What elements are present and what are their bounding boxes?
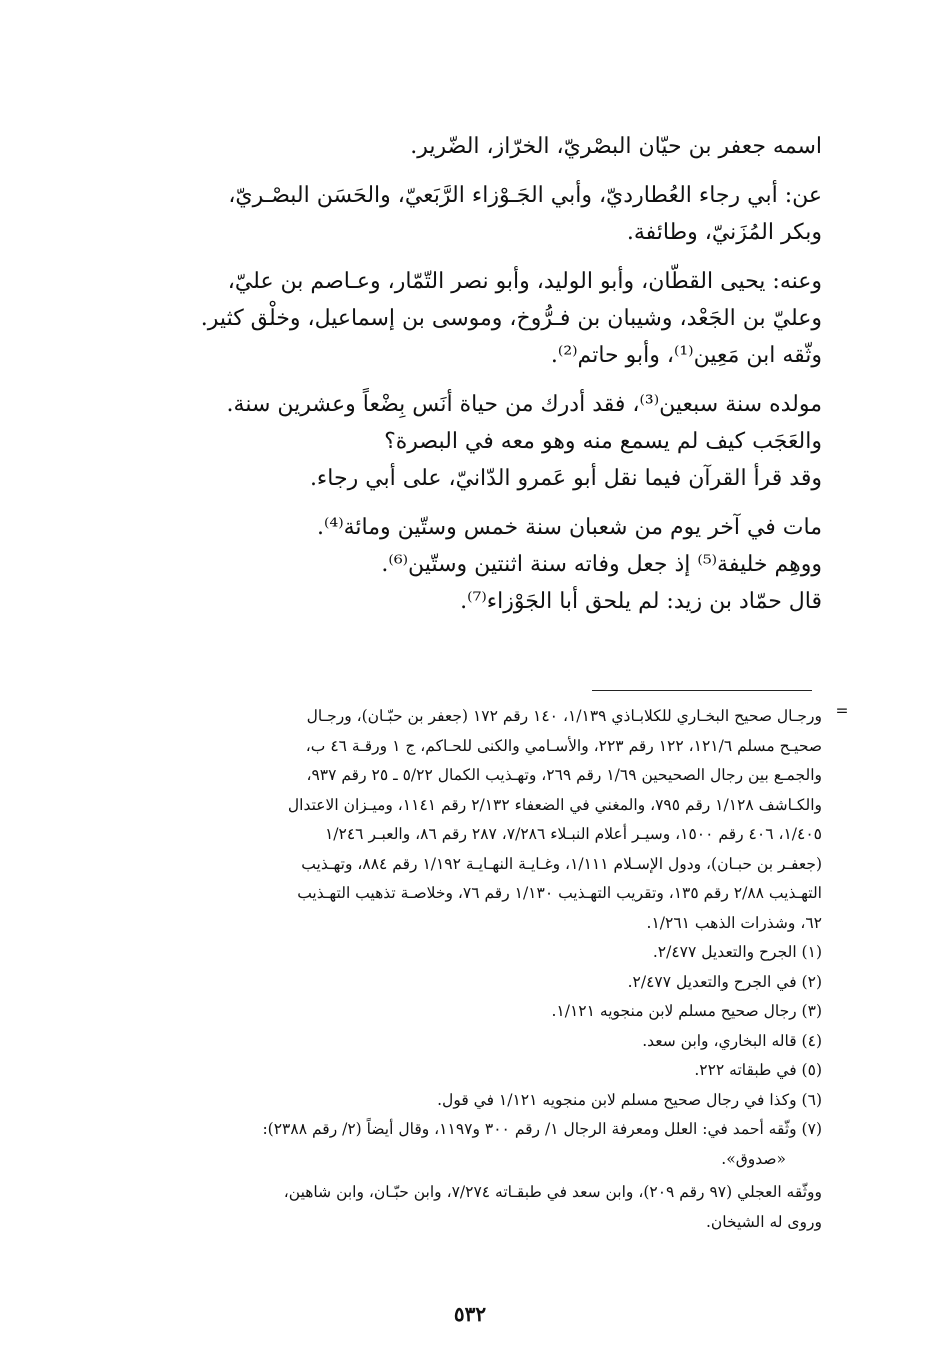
text-line: وقد قرأ القرآن فيما نقل أبو عَمرو الدّانيّ، على أبي رجاء. (309, 466, 822, 491)
footnote-separator (592, 690, 812, 691)
footnote-item: (٤) قاله البخاري، وابن سعد. (642, 1031, 822, 1050)
footnote-item: (٣) رجال صحيح مسلم لابن منجويه ١/١٢١. (551, 1002, 822, 1020)
footnote-item: (١) الجرح والتعديل ٢/٤٧٧. (652, 943, 822, 961)
continuation-mark: = (835, 702, 849, 720)
footnote-line: وروى له الشيخان. (705, 1212, 822, 1231)
text-line: قال حمّاد بن زيد: لم يلحق أبا الجَوْزاء⁽⁷⁾. (460, 589, 822, 614)
footnote-item: (٥) في طبقاته ٢٢٢. (694, 1061, 822, 1079)
footnote-line: ٦٢، وشذرات الذهب ١/٢٦١. (646, 913, 822, 932)
footnote-line: والكـاشف ١/١٢٨ رقم ٧٩٥، والمغني في الضعفاء ٢/١٣٢ رقم ١١٤١، وميـزان الاعتدال (287, 795, 822, 814)
footnote-item-continuation: «صدوق». (721, 1149, 786, 1168)
page-number: ٥٣٢ (453, 1302, 487, 1326)
text-line: وعنه: يحيى القطّان، وأبو الوليد، وأبو نصر التّمّار، وعـاصم بن عليّ، (227, 269, 822, 294)
main-text (112, 128, 822, 620)
footnote-line: ووثّقه العجلي (٩٧ رقم ٢٠٩)، وابن سعد في طبقـاته ٧/٢٧٤، وابن حبّـان، وابن شاهين، (283, 1183, 822, 1201)
text-line: مات في آخر يوم من شعبان سنة خمس وستّين ومائة⁽⁴⁾. (316, 515, 822, 540)
text-line: ووهِم خليفة⁽⁵⁾ إذ جعل وفاته سنة اثنتين وستّين⁽⁶⁾. (381, 552, 822, 577)
footnote-item: (٧) وثّقه أحمد في: العلل ومعرفة الرجال ١/ رقم ٣٠٠ و١١٩٧، وقال أيضاً (٢/ رقم ٢٣٨٨): (262, 1120, 822, 1138)
footnote-line: (جعفـر بن حبـان)، ودول الإسـلام ١/١١١، وغـايـة النهـايـة ١/١٩٢ رقم ٨٨٤، وتهـذيب (301, 854, 822, 873)
footnotes (112, 702, 849, 1237)
footnote-line: ١/٤٠٥، ٤٠٦ رقم ١٥٠٠، وسيـر أعلام النبـلاء ٧/٢٨٦، ٢٨٧ رقم ٨٦، والعبـر ١/٢٤٦ (324, 825, 822, 843)
text-line: اسمه جعفر بن حيّان البصْريّ، الخرّاز، الضّرير. (410, 134, 822, 159)
footnote-line: التهـذيب ٢/٨٨ رقم ١٣٥، وتقريب التهـذيب ١/١٣٠ رقم ٧٦، وخلاصـة تذهيب التهـذيب (297, 884, 822, 902)
text-line: مولده سنة سبعين⁽³⁾، فقد أدرك من حياة أنَس بِضْعاً وعشرين سنة. (226, 392, 822, 417)
text-line: وثّقه ابن مَعِين⁽¹⁾، وأبو حاتم⁽²⁾. (550, 343, 822, 368)
text-line: وبكر المُزَنيّ، وطائفة. (626, 220, 822, 245)
text-line: وعليّ بن الجَعْد، وشيبان بن فـرُّوخ، وموسى بن إسماعيل، وخلْق كثير. (200, 306, 822, 331)
footnote-continuation (112, 702, 849, 938)
footnote-line: والجمـع بين رجال الصحيحين ١/٦٩ رقم ٢٦٩، وتهـذيب الكمال ٥/٢٢ ـ ٢٥ رقم ٩٣٧، (306, 766, 822, 784)
footnote-line: ورجـال صحيح البخـاري للكلابـاذي ١/١٣٩، ١٤٠ رقم ١٧٢ (جعفر بن حبّـان)، ورجـال (306, 707, 822, 725)
text-line: والعَجَب كيف لم يسمع منه وهو معه في البصرة؟ (384, 429, 822, 454)
text-line: عن: أبي رجاء العُطارديّ، وأبي الجَـوْزاء الرَّبَعيّ، والحَسَن البصْـريّ، (228, 183, 822, 208)
footnote-line: صحيـح مسلم ١٢١/٦، ١٢٢ رقم ٢٢٣، والأسـامي والكنى للحـاكم، ج ١ ورقـة ٤٦ ب، (305, 736, 822, 755)
footnote-item: (٢) في الجرح والتعديل ٢/٤٧٧. (627, 972, 822, 991)
footnote-item: (٦) وكذا في رجال صحيح مسلم لابن منجويه ١/١٢١ في قول. (437, 1090, 822, 1109)
